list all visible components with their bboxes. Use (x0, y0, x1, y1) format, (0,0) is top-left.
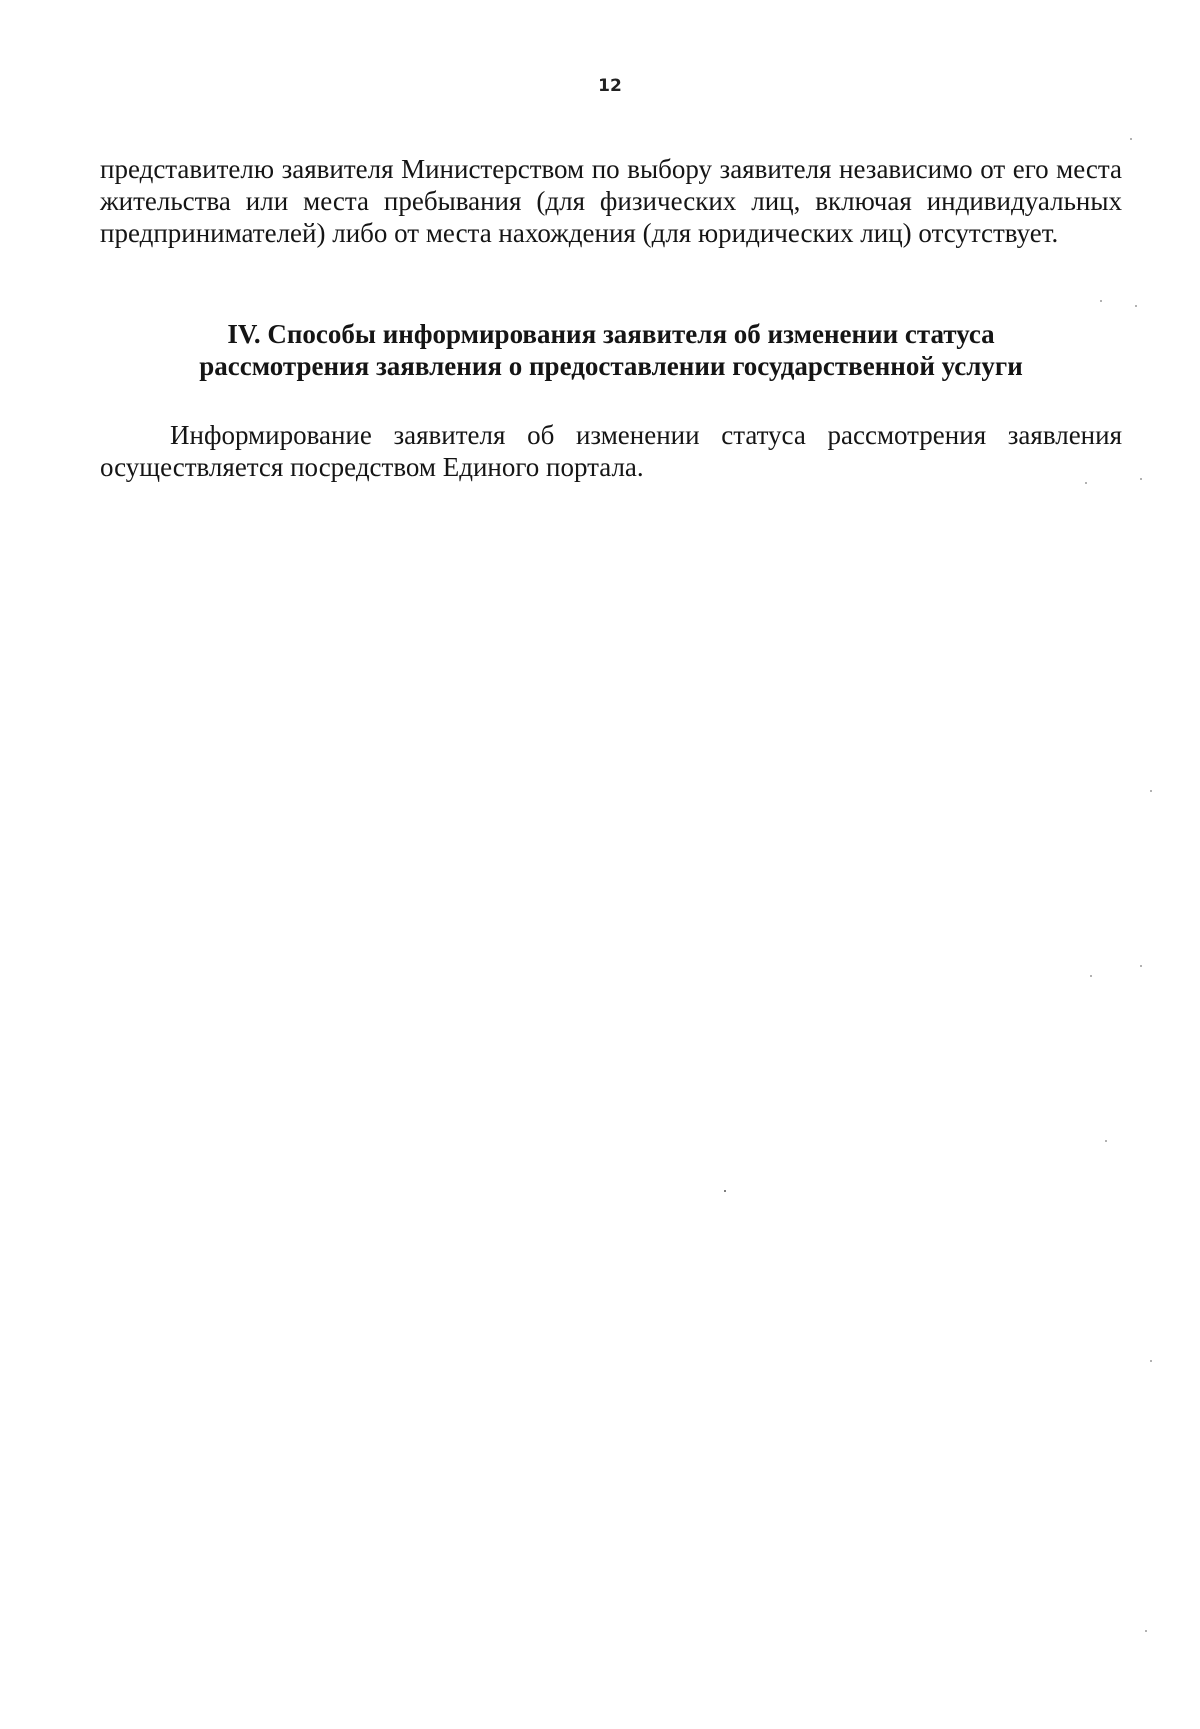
scan-speck (1145, 1630, 1147, 1632)
paragraph-information: Информирование заявителя об изменении статуса рассмотрения заявления осуществляется посредством Единого портала. (100, 420, 1122, 482)
section-heading-line-2: рассмотрения заявления о предоставлении государственной услуги (199, 351, 1023, 381)
scan-speck (1150, 790, 1152, 792)
section-heading (100, 318, 1122, 382)
scan-speck (1150, 1360, 1152, 1362)
scan-speck (724, 1190, 726, 1192)
page-number: 12 (598, 76, 622, 96)
scan-speck (1090, 975, 1092, 977)
scan-speck (1085, 482, 1087, 484)
scan-speck (1140, 965, 1142, 967)
paragraph-continued: представителю заявителя Министерством по выбору заявителя независимо от его места жительства или места пребывания (для физических лиц, включая индивидуальных предпринимателей) либо от места нахождения (для юридических лиц) отсутствует. (100, 154, 1122, 248)
scan-speck (1105, 1140, 1107, 1142)
scan-speck (1135, 305, 1137, 307)
scan-speck (1100, 300, 1102, 302)
section-heading-line-1: IV. Способы информирования заявителя об изменении статуса (227, 319, 995, 349)
scan-speck (1130, 138, 1132, 140)
scan-speck (1140, 478, 1142, 480)
